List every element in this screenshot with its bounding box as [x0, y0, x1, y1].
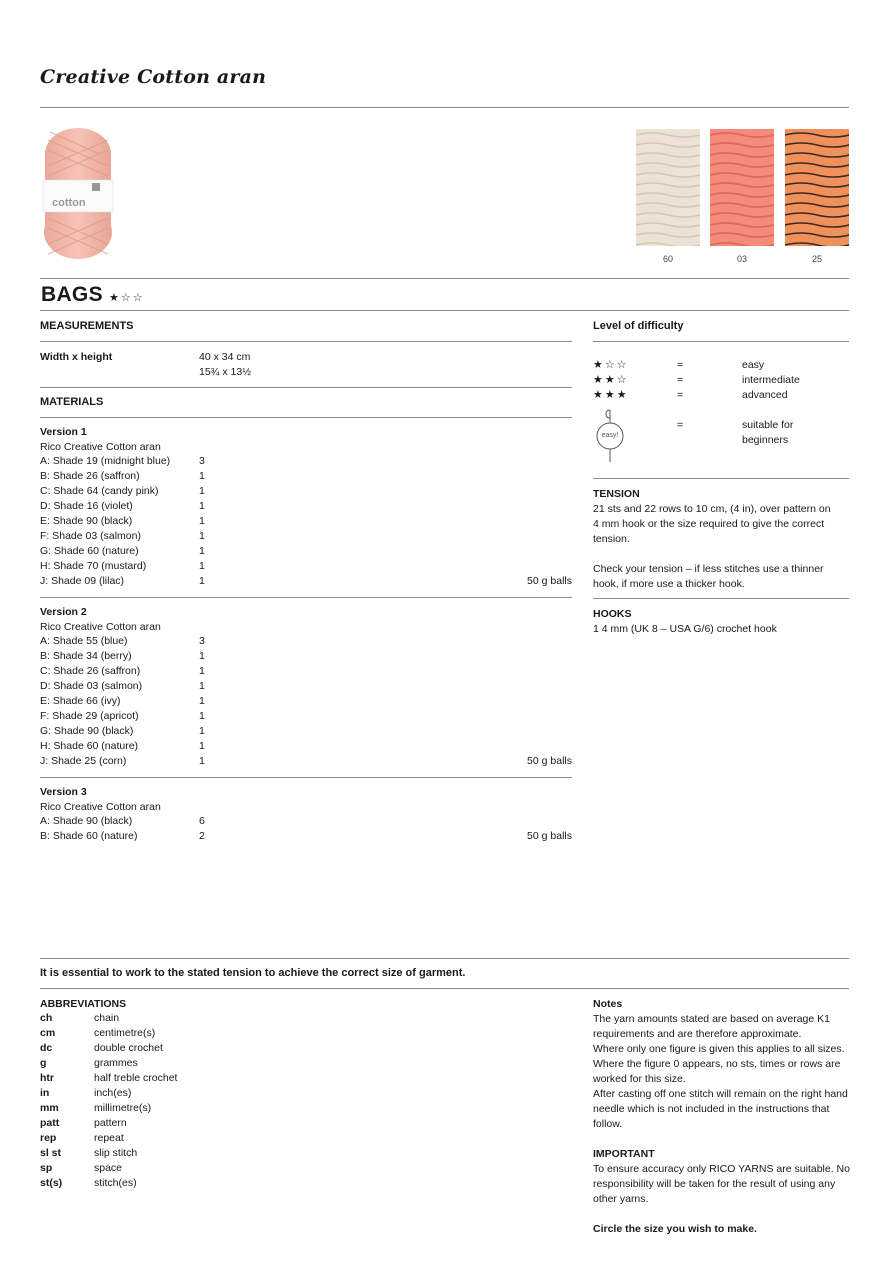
material-row — [40, 575, 572, 590]
measurements-label: Width x height — [40, 351, 113, 363]
version-2-block — [40, 605, 572, 770]
shade: B: Shade 60 (nature) — [40, 830, 138, 842]
abbr-row — [40, 1012, 572, 1027]
material-row — [40, 680, 572, 695]
abbr: rep — [40, 1132, 57, 1144]
qty: 1 — [199, 560, 205, 572]
divider — [40, 417, 572, 418]
swatch-25-texture — [785, 129, 849, 246]
divider — [40, 310, 849, 311]
meaning: millimetre(s) — [94, 1102, 152, 1114]
important-line: responsibility will be taken for the result of using any — [593, 1178, 836, 1190]
material-row — [40, 650, 572, 665]
qty: 6 — [199, 815, 205, 827]
shade: F: Shade 03 (salmon) — [40, 530, 141, 542]
abbr: ch — [40, 1012, 53, 1024]
material-row — [40, 830, 572, 845]
material-row — [40, 485, 572, 500]
shade: H: Shade 60 (nature) — [40, 740, 139, 752]
meaning: inch(es) — [94, 1087, 132, 1099]
material-row — [40, 470, 572, 485]
abbr: patt — [40, 1117, 60, 1129]
shade: D: Shade 16 (violet) — [40, 500, 133, 512]
difficulty-label: easy — [742, 359, 765, 371]
version-title: Version 1 — [40, 426, 87, 438]
material-row — [40, 695, 572, 710]
tension-line — [593, 547, 849, 562]
divider — [593, 341, 849, 342]
notes-line: The yarn amounts stated are based on average K1 — [593, 1013, 830, 1025]
meaning: grammes — [94, 1057, 138, 1069]
material-row — [40, 515, 572, 530]
meaning: stitch(es) — [94, 1177, 137, 1189]
shade: D: Shade 03 (salmon) — [40, 680, 143, 692]
hooks-heading: HOOKS — [593, 608, 632, 620]
material-row — [40, 560, 572, 575]
qty: 1 — [199, 500, 205, 512]
material-row — [40, 725, 572, 740]
shade: C: Shade 64 (candy pink) — [40, 485, 159, 497]
material-row — [40, 710, 572, 725]
easy-badge-icon — [592, 408, 632, 464]
abbr-row — [40, 1162, 572, 1177]
materials-heading: MATERIALS — [40, 396, 104, 408]
qty: 2 — [199, 830, 205, 842]
shade: H: Shade 70 (mustard) — [40, 560, 147, 572]
abbr: g — [40, 1057, 47, 1069]
swatch-03 — [710, 129, 774, 246]
qty: 1 — [199, 650, 205, 662]
swatch-25 — [785, 129, 849, 246]
measurements-heading: MEASUREMENTS — [40, 320, 134, 332]
version-yarn: Rico Creative Cotton aran — [40, 801, 161, 813]
swatch-code: 03 — [736, 254, 747, 264]
difficulty-stars: ★★★ — [593, 389, 629, 401]
version-3-block — [40, 785, 572, 845]
shade: B: Shade 26 (saffron) — [40, 470, 140, 482]
qty: 1 — [199, 470, 205, 482]
circle-size-note: Circle the size you wish to make. — [593, 1223, 757, 1235]
difficulty-heading: Level of difficulty — [593, 320, 684, 332]
difficulty-label: intermediate — [742, 374, 800, 386]
shade: G: Shade 60 (nature) — [40, 545, 139, 557]
shade: B: Shade 34 (berry) — [40, 650, 132, 662]
abbr-row — [40, 1042, 572, 1057]
beginner-label: suitable for — [742, 419, 794, 431]
shade: F: Shade 29 (apricot) — [40, 710, 139, 722]
qty: 1 — [199, 515, 205, 527]
qty: 1 — [199, 530, 205, 542]
qty: 1 — [199, 680, 205, 692]
swatch-code: 25 — [811, 254, 822, 264]
important-line: To ensure accuracy only RICO YARNS are suitable. No — [593, 1163, 850, 1175]
difficulty-stars: ★☆☆ — [593, 359, 629, 371]
abbreviations-heading: ABBREVIATIONS — [40, 998, 127, 1010]
meaning: space — [94, 1162, 123, 1174]
meaning: repeat — [94, 1132, 124, 1144]
meaning: centimetre(s) — [94, 1027, 156, 1039]
measurements-metric: 40 x 34 cm — [199, 351, 251, 363]
version-title: Version 3 — [40, 786, 87, 798]
difficulty-label: advanced — [742, 389, 788, 401]
meaning: half treble crochet — [94, 1072, 178, 1084]
notes-line: After casting off one stitch will remain on the right hand — [593, 1088, 848, 1100]
divider — [40, 341, 572, 342]
easy-badge-text: easy! — [601, 432, 619, 439]
version-yarn: Rico Creative Cotton aran — [40, 621, 161, 633]
material-row — [40, 665, 572, 680]
abbr-row — [40, 1027, 572, 1042]
tension-line: tension. — [593, 533, 630, 545]
page-title: BAGS — [41, 283, 103, 306]
shade: C: Shade 26 (saffron) — [40, 665, 141, 677]
material-row — [40, 635, 572, 650]
tension-block — [593, 487, 849, 592]
version-title: Version 2 — [40, 606, 87, 618]
qty: 1 — [199, 545, 205, 557]
notes-line: requirements and are therefore approximate. — [593, 1028, 802, 1040]
swatch-60-texture — [636, 129, 700, 246]
unit: 50 g balls — [527, 575, 572, 587]
tension-line: Check your tension – if less stitches use a thinner — [593, 563, 824, 575]
notes-line: Where only one figure is given this applies to all sizes. — [593, 1043, 845, 1055]
abbreviations-block — [40, 997, 340, 1192]
abbr-row — [40, 1177, 572, 1192]
shade: A: Shade 55 (blue) — [40, 635, 128, 647]
abbr-row — [40, 1102, 572, 1117]
qty: 1 — [199, 665, 205, 677]
unit: 50 g balls — [527, 830, 572, 842]
material-row — [40, 545, 572, 560]
qty: 1 — [199, 755, 205, 767]
tension-heading: TENSION — [593, 488, 640, 500]
abbr: sl st — [40, 1147, 62, 1159]
material-row — [40, 530, 572, 545]
swatch-03-texture — [710, 129, 774, 246]
notes-line: needle which is not included in the instructions that — [593, 1103, 830, 1115]
version-yarn: Rico Creative Cotton aran — [40, 441, 161, 453]
tension-line: 4 mm hook or the size required to give the correct — [593, 518, 825, 530]
divider — [40, 777, 572, 778]
shade: J: Shade 25 (corn) — [40, 755, 127, 767]
brand-title: Creative Cotton aran — [40, 66, 267, 88]
abbr-row — [40, 1132, 572, 1147]
tension-warning: It is essential to work to the stated tension to achieve the correct size of garment. — [40, 967, 466, 979]
measurements-imperial: 15¾ x 13½ — [199, 366, 251, 378]
divider — [593, 598, 849, 599]
notes-heading: Notes — [593, 998, 623, 1010]
notes-line: worked for this size. — [593, 1073, 686, 1085]
divider — [40, 988, 849, 989]
difficulty-eq: = — [677, 374, 684, 386]
tension-line: hook, if more use a thicker hook. — [593, 578, 745, 590]
divider — [40, 597, 572, 598]
difficulty-stars: ★★☆ — [593, 374, 629, 386]
unit: 50 g balls — [527, 755, 572, 767]
difficulty-eq: = — [677, 389, 684, 401]
abbr: mm — [40, 1102, 59, 1114]
notes-block — [593, 997, 849, 1237]
shade: A: Shade 19 (midnight blue) — [40, 455, 171, 467]
hooks-text: 1 4 mm (UK 8 – USA G/6) crochet hook — [593, 623, 777, 635]
title-difficulty-stars: ★☆☆ — [109, 292, 145, 304]
meaning: chain — [94, 1012, 120, 1024]
qty: 1 — [199, 710, 205, 722]
notes-line: Where the figure 0 appears, no sts, times or rows are — [593, 1058, 841, 1070]
qty: 1 — [199, 725, 205, 737]
divider — [40, 278, 849, 279]
shade: G: Shade 90 (black) — [40, 725, 134, 737]
qty: 1 — [199, 695, 205, 707]
abbr-row — [40, 1117, 572, 1132]
abbr: sp — [40, 1162, 53, 1174]
material-row — [40, 815, 572, 830]
shade: A: Shade 90 (black) — [40, 815, 133, 827]
material-row — [40, 740, 572, 755]
abbr-row — [40, 1087, 572, 1102]
version-1-block — [40, 425, 572, 590]
material-row — [40, 755, 572, 770]
abbr: htr — [40, 1072, 54, 1084]
difficulty-eq: = — [677, 359, 684, 371]
qty: 1 — [199, 485, 205, 497]
tension-line: 21 sts and 22 rows to 10 cm, (4 in), over pattern on — [593, 503, 831, 515]
shade: E: Shade 66 (ivy) — [40, 695, 121, 707]
meaning: pattern — [94, 1117, 127, 1129]
meaning: double crochet — [94, 1042, 163, 1054]
yarn-ball-image — [40, 126, 116, 262]
yarn-label: cotton — [52, 197, 86, 209]
qty: 1 — [199, 740, 205, 752]
divider — [40, 107, 849, 108]
shade: J: Shade 09 (lilac) — [40, 575, 125, 587]
material-row — [40, 455, 572, 470]
notes-line: follow. — [593, 1118, 623, 1130]
beginner-label: beginners — [742, 434, 789, 446]
important-line: other yarns. — [593, 1193, 649, 1205]
abbr-row — [40, 1057, 572, 1072]
meaning: slip stitch — [94, 1147, 138, 1159]
shade: E: Shade 90 (black) — [40, 515, 133, 527]
qty: 3 — [199, 635, 205, 647]
abbr-row — [40, 1147, 572, 1162]
abbr-row — [40, 1072, 572, 1087]
abbr: dc — [40, 1042, 53, 1054]
qty: 3 — [199, 455, 205, 467]
abbr: cm — [40, 1027, 56, 1039]
qty: 1 — [199, 575, 205, 587]
divider — [593, 478, 849, 479]
divider — [40, 958, 849, 959]
material-row — [40, 500, 572, 515]
important-heading: IMPORTANT — [593, 1148, 655, 1160]
difficulty-eq: = — [677, 419, 684, 431]
abbr: st(s) — [40, 1177, 63, 1189]
swatch-code: 60 — [662, 254, 673, 264]
divider — [40, 387, 572, 388]
swatch-60 — [636, 129, 700, 246]
abbr: in — [40, 1087, 50, 1099]
